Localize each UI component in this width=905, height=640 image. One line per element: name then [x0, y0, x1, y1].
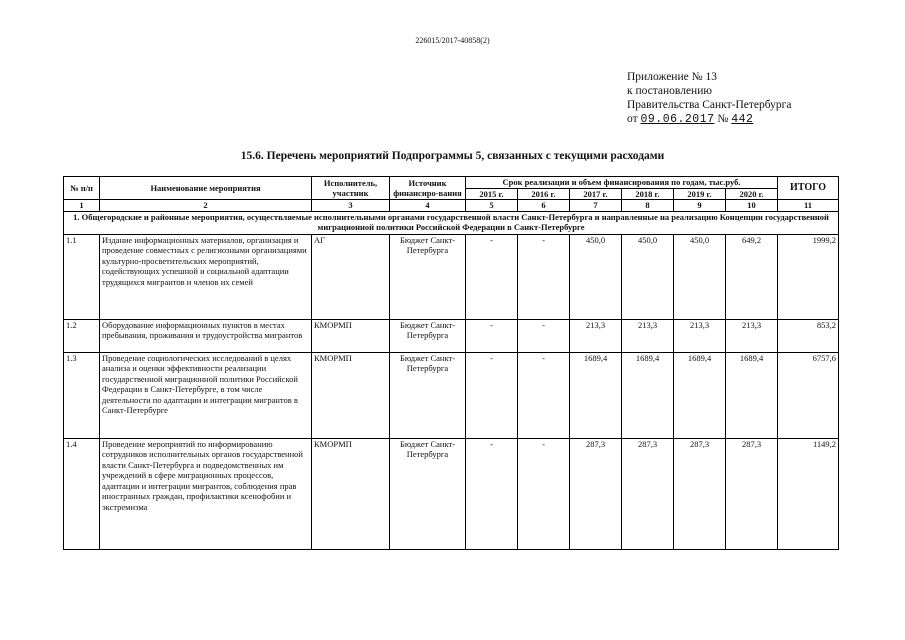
column-number: 6 [518, 200, 570, 212]
row-y2015: - [466, 234, 518, 319]
appendix-date: 09.06.2017 [640, 113, 715, 126]
row-name: Оборудование информационных пунктов в местах пребывания, проживания и трудоустройства мигрантов [100, 319, 312, 352]
column-number: 3 [312, 200, 390, 212]
page-title: 15.6. Перечень мероприятий Подпрограммы 5, связанных с текущими расходами [240, 150, 665, 162]
header-num: № п/п [64, 177, 100, 200]
row-source: Бюджет Санкт-Петербурга [390, 319, 466, 352]
header-year-2016: 2016 г. [518, 188, 570, 200]
row-y2017: 450,0 [570, 234, 622, 319]
row-y2020: 213,3 [726, 319, 778, 352]
section-row [64, 211, 839, 234]
row-y2016: - [518, 352, 570, 438]
row-num: 1.1 [64, 234, 100, 319]
appendix-number: 442 [731, 113, 754, 126]
measures-table [63, 176, 839, 550]
row-y2020: 1689,4 [726, 352, 778, 438]
row-executor: КМОРМП [312, 352, 390, 438]
row-y2016: - [518, 234, 570, 319]
row-y2018: 1689,4 [622, 352, 674, 438]
section-heading: 1. Общегородские и районные мероприятия, осуществляемые исполнительными органами государственной власти Санкт-Петербурга и направленные на реализацию Концепции государственной миграционной политики Российской Федерации в Санкт-Петербурге [64, 211, 839, 234]
row-source: Бюджет Санкт-Петербурга [390, 352, 466, 438]
row-y2018: 450,0 [622, 234, 674, 319]
row-y2018: 287,3 [622, 438, 674, 549]
row-y2017: 287,3 [570, 438, 622, 549]
row-num: 1.4 [64, 438, 100, 549]
header-period: Срок реализации и объем финансирования по годам, тыс.руб. [466, 177, 778, 189]
header-source: Источник финансиро-вания [390, 177, 466, 200]
appendix-date-line [627, 112, 792, 127]
row-y2020: 649,2 [726, 234, 778, 319]
column-numbers-row [64, 200, 839, 212]
column-number: 4 [390, 200, 466, 212]
appendix-line-3: Правительства Санкт-Петербурга [627, 99, 792, 111]
row-total: 1149,2 [778, 438, 839, 549]
row-source: Бюджет Санкт-Петербурга [390, 234, 466, 319]
row-y2016: - [518, 319, 570, 352]
column-number: 8 [622, 200, 674, 212]
row-y2019: 287,3 [674, 438, 726, 549]
column-number: 11 [778, 200, 839, 212]
row-total: 1999,2 [778, 234, 839, 319]
header-year-2018: 2018 г. [622, 188, 674, 200]
column-number: 9 [674, 200, 726, 212]
appendix-block [627, 70, 792, 127]
row-y2020: 287,3 [726, 438, 778, 549]
table-row [64, 234, 839, 319]
row-y2019: 1689,4 [674, 352, 726, 438]
appendix-line-1: Приложение № 13 [627, 71, 717, 83]
table-row [64, 352, 839, 438]
header-year-2017: 2017 г. [570, 188, 622, 200]
row-y2017: 1689,4 [570, 352, 622, 438]
row-y2019: 213,3 [674, 319, 726, 352]
document-number: 226015/2017-40858(2) [415, 36, 490, 45]
row-y2015: - [466, 319, 518, 352]
row-total: 853,2 [778, 319, 839, 352]
appendix-line-2: к постановлению [627, 85, 712, 97]
row-name: Проведение мероприятий по информированию сотрудников исполнительных органов государственной власти Санкт-Петербурга и подведомственных им учреждений в сфере миграционных процессов, адаптации и интеграции мигрантов, соблюдения прав иностранных граждан, профилактики ксенофобии и экстремизма [100, 438, 312, 549]
column-number: 10 [726, 200, 778, 212]
header-year-2015: 2015 г. [466, 188, 518, 200]
column-number: 1 [64, 200, 100, 212]
number-prefix: № [717, 113, 729, 125]
header-name: Наименование мероприятия [100, 177, 312, 200]
row-num: 1.3 [64, 352, 100, 438]
row-executor: АГ [312, 234, 390, 319]
header-total: ИТОГО [778, 177, 839, 200]
header-year-2019: 2019 г. [674, 188, 726, 200]
row-num: 1.2 [64, 319, 100, 352]
row-total: 6757,6 [778, 352, 839, 438]
row-executor: КМОРМП [312, 319, 390, 352]
date-prefix: от [627, 113, 638, 125]
row-name: Проведение социологических исследований в целях анализа и оценки эффективности реализации государственной миграционной политики Российской Федерации в Санкт-Петербурге, в том числе деятельности по адаптации и интеграции мигрантов в Санкт-Петербурге [100, 352, 312, 438]
row-y2019: 450,0 [674, 234, 726, 319]
table-row [64, 438, 839, 549]
row-y2015: - [466, 438, 518, 549]
header-executor: Исполнитель, участник [312, 177, 390, 200]
table-row [64, 319, 839, 352]
column-number: 5 [466, 200, 518, 212]
column-number: 2 [100, 200, 312, 212]
header-year-2020: 2020 г. [726, 188, 778, 200]
row-y2016: - [518, 438, 570, 549]
row-y2015: - [466, 352, 518, 438]
row-source: Бюджет Санкт-Петербурга [390, 438, 466, 549]
row-executor: КМОРМП [312, 438, 390, 549]
row-y2017: 213,3 [570, 319, 622, 352]
row-y2018: 213,3 [622, 319, 674, 352]
row-name: Издание информационных материалов, организация и проведение совместных с религиозными организациями культурно-просветительских мероприятий, содействующих успешной и социальной адаптации трудящихся мигрантов и членов их семей [100, 234, 312, 319]
column-number: 7 [570, 200, 622, 212]
